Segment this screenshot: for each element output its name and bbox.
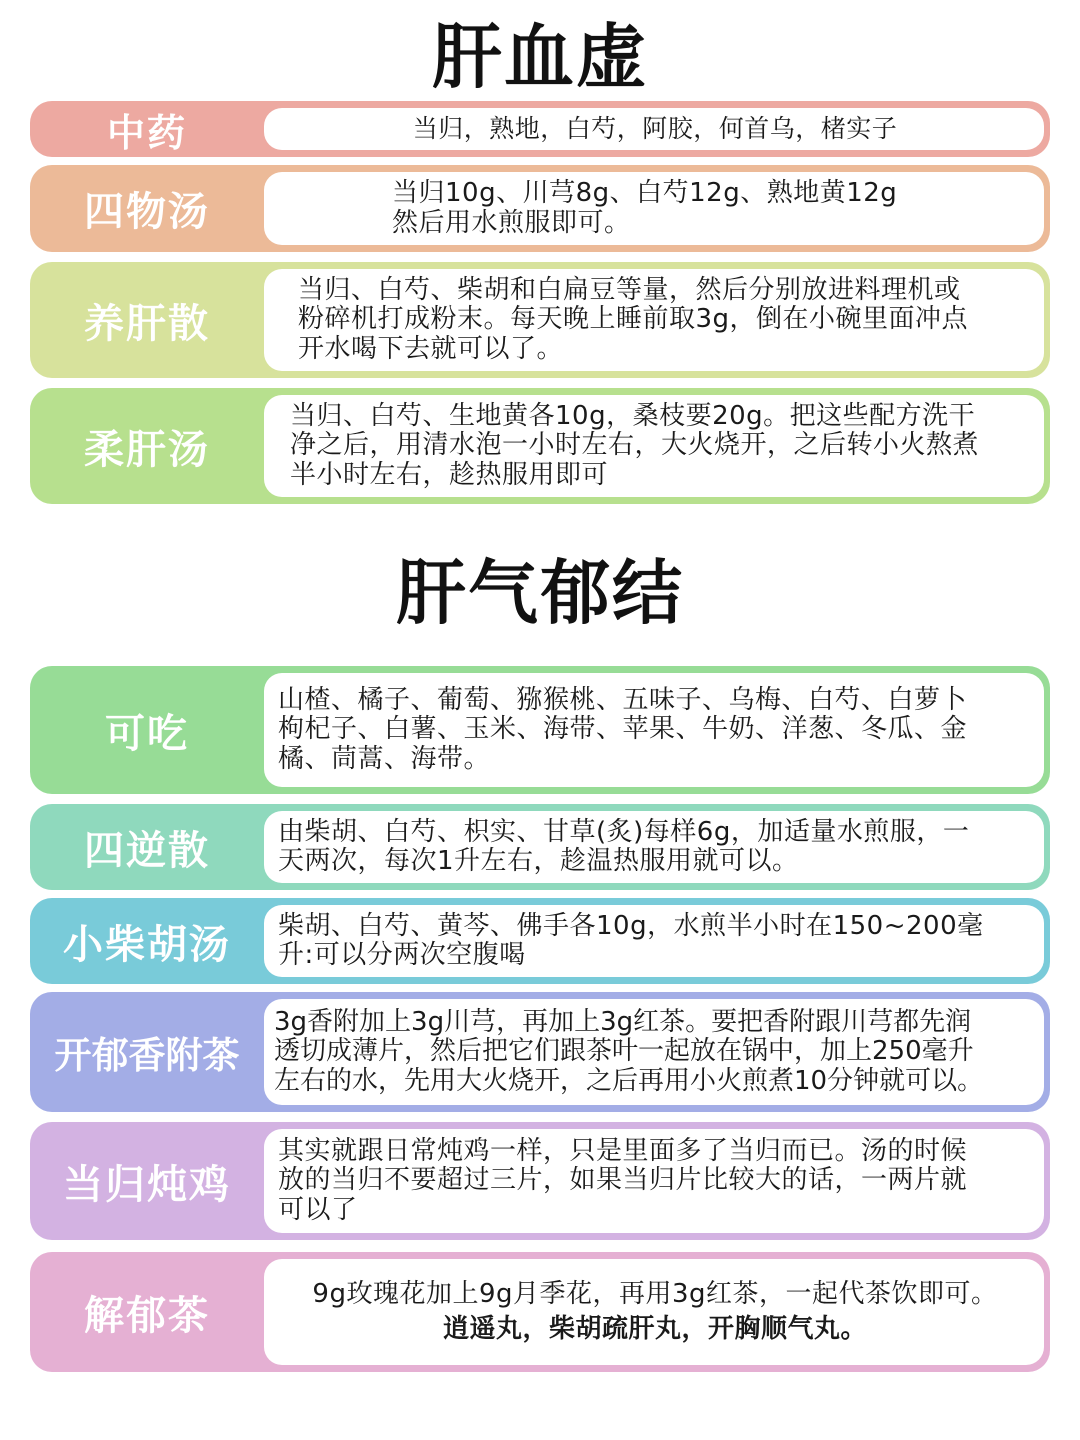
remedy-row-rougan-decoction	[30, 388, 1050, 504]
row-content	[264, 1259, 1044, 1365]
content-line: 当归10g、川芎8g、白芍12g、熟地黄12g	[392, 178, 898, 209]
row-label: 小柴胡汤	[63, 921, 231, 968]
content-line: 9g玫瑰花加上9g月季花，再用3g红茶，一起代茶饮即可。	[312, 1278, 998, 1309]
row-label: 当归炖鸡	[63, 1161, 231, 1208]
row-label: 解郁茶	[84, 1292, 210, 1339]
content-line: 当归、白芍、柴胡和白扁豆等量，然后分别放进料理机或	[298, 275, 961, 306]
row-label: 开郁香附茶	[54, 1034, 240, 1077]
remedy-row-kaiyu-xiangfu-tea	[30, 992, 1050, 1112]
row-label: 可吃	[105, 710, 189, 757]
content-line: 柴胡、白芍、黄芩、佛手各10g，水煎半小时在150~200毫	[278, 910, 984, 941]
section-title-qi-stagnation: 肝气郁结	[396, 552, 684, 634]
row-label: 中药	[106, 110, 187, 150]
content-line: 3g香附加上3g川芎，再加上3g红茶。要把香附跟川芎都先润	[274, 1007, 972, 1038]
content-line: 放的当归不要超过三片，如果当归片比较大的话，一两片就	[278, 1165, 968, 1196]
row-content	[264, 269, 1044, 371]
remedy-row-jieyu-tea	[30, 1252, 1050, 1372]
row-content	[264, 673, 1044, 787]
content-line: 可以了	[278, 1194, 358, 1225]
row-label: 养肝散	[84, 300, 210, 347]
content-line: 半小时左右，趁热服用即可	[290, 459, 609, 490]
remedy-row-siwu-decoction	[30, 165, 1050, 252]
row-content	[264, 172, 1044, 245]
content-line: 左右的水，先用大火烧开，之后再用小火煎煮10分钟就可以。	[274, 1065, 984, 1096]
content-line-pills: 逍遥丸，柴胡疏肝丸，开胸顺气丸。	[442, 1314, 867, 1344]
content-line: 净之后，用清水泡一小时左右，大火烧开，之后转小火熬煮	[290, 430, 980, 461]
remedy-row-herbs	[30, 101, 1050, 157]
remedy-row-sini-powder	[30, 804, 1050, 890]
content-line: 升:可以分两次空腹喝	[278, 940, 526, 970]
content-line: 山楂、橘子、葡萄、猕猴桃、五味子、乌梅、白芍、白萝卜	[278, 685, 968, 716]
remedy-row-edible-foods	[30, 666, 1050, 794]
content-line: 当归，熟地，白芍，阿胶，何首乌，楮实子	[412, 114, 898, 143]
row-label: 四物汤	[84, 189, 210, 235]
remedy-row-danggui-chicken	[30, 1122, 1050, 1240]
row-content	[264, 1129, 1044, 1233]
row-label: 四逆散	[84, 827, 210, 874]
remedy-row-yanggan-powder	[30, 262, 1050, 378]
content-line: 透切成薄片，然后把它们跟茶叶一起放在锅中，加上250毫升	[274, 1036, 974, 1067]
section-title-blood-deficiency: 肝血虚	[432, 16, 648, 98]
row-label: 柔肝汤	[84, 426, 210, 473]
content-line: 橘、茼蒿、海带。	[278, 743, 491, 774]
row-content	[264, 108, 1044, 150]
row-content	[264, 811, 1044, 883]
content-line: 然后用水煎服即可。	[392, 207, 631, 238]
row-content	[264, 395, 1044, 497]
row-content	[264, 999, 1044, 1105]
content-line: 开水喝下去就可以了。	[298, 333, 564, 364]
content-line: 枸杞子、白薯、玉米、海带、苹果、牛奶、洋葱、冬瓜、金	[278, 714, 968, 745]
content-line: 其实就跟日常炖鸡一样，只是里面多了当归而已。汤的时候	[278, 1136, 968, 1167]
content-line: 当归、白芍、生地黄各10g，桑枝要20g。把这些配方洗干	[290, 401, 976, 432]
row-content	[264, 905, 1044, 977]
content-line: 天两次，每次1升左右，趁温热服用就可以。	[278, 846, 799, 876]
content-line: 由柴胡、白芍、枳实、甘草(炙)每样6g，加适量水煎服，一	[278, 816, 970, 847]
remedy-row-xiaochaihu-decoction	[30, 898, 1050, 984]
content-line: 粉碎机打成粉末。每天晚上睡前取3g，倒在小碗里面冲点	[298, 304, 969, 335]
